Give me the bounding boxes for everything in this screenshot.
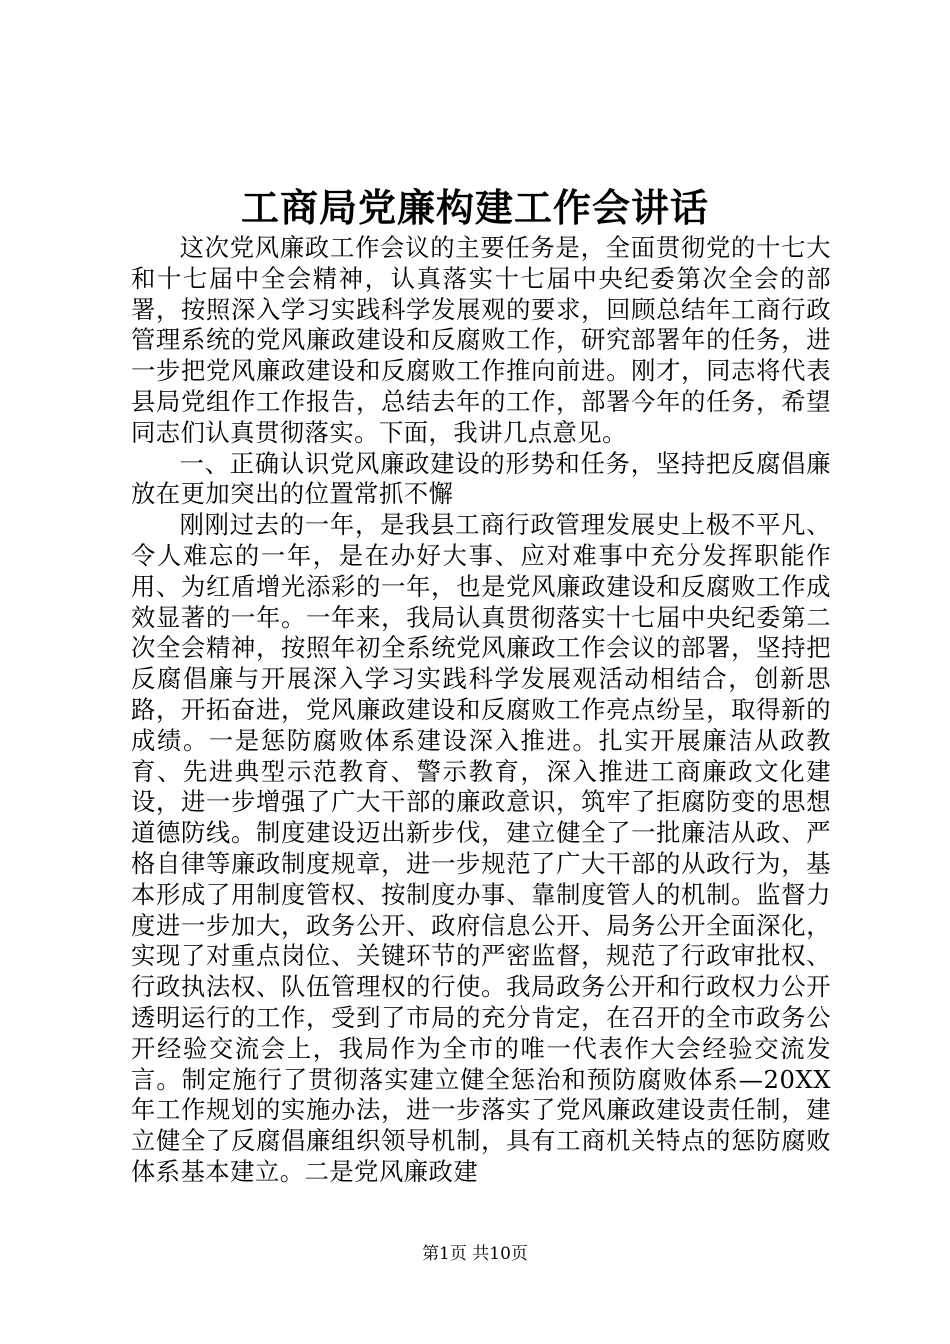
- document-title: 工商局党廉构建工作会讲话: [240, 185, 709, 230]
- page-footer: 第1页 共10页: [422, 1244, 528, 1264]
- paragraph-section-heading: 一、正确认识党风廉政建设的形势和任务，坚持把反腐倡廉放在更加突出的位置常抓不懈: [131, 448, 831, 509]
- paragraph-intro: 这次党风廉政工作会议的主要任务是，全面贯彻党的十七大和十七届中全会精神，认真落实十七届中央纪委第次全会的部署，按照深入学习实践科学发展观的要求，回顾总结年工商行政管理系统的党风廉政建设和反腐败工作，研究部署年的任务，进一步把党风廉政建设和反腐败工作推向前进。刚才，同志将代表县局党组作工作报告，总结去年的工作，部署今年的任务，希望同志们认真贯彻落实。下面，我讲几点意见。: [131, 233, 831, 447]
- paragraph-review: 刚刚过去的一年，是我县工商行政管理发展史上极不平凡、令人难忘的一年，是在办好大事、应对难事中充分发挥职能作用、为红盾增光添彩的一年，也是党风廉政建设和反腐败工作成效显著的一年。一年来，我局认真贯彻落实十七届中央纪委第二次全会精神，按照年初全系统党风廉政工作会议的部署，坚持把反腐倡廉与开展深入学习实践科学发展观活动相结合，创新思路，开拓奋进，党风廉政建设和反腐败工作亮点纷呈，取得新的成绩。一是惩防腐败体系建设深入推进。扎实开展廉洁从政教育、先进典型示范教育、警示教育，深入推进工商廉政文化建设，进一步增强了广大干部的廉政意识，筑牢了拒腐防变的思想道德防线。制度建设迈出新步伐，建立健全了一批廉洁从政、严格自律等廉政制度规章，进一步规范了广大干部的从政行为，基本形成了用制度管权、按制度办事、靠制度管人的机制。监督力度进一步加大，政务公开、政府信息公开、局务公开全面深化，实现了对重点岗位、关键环节的严密监督，规范了行政审批权、行政执法权、队伍管理权的行使。我局政务公开和行政权力公开透明运行的工作，受到了市局的充分肯定，在召开的全市政务公开经验交流会上，我局作为全市的唯一代表作大会经验交流发言。制定施行了贯彻落实建立健全惩治和预防腐败体系—20XX年工作规划的实施办法，进一步落实了党风廉政建设责任制，建立健全了反腐倡廉组织领导机制，具有工商机关特点的惩防腐败体系基本建立。二是党风廉政建: [131, 510, 831, 1186]
- document-body: [131, 233, 831, 1188]
